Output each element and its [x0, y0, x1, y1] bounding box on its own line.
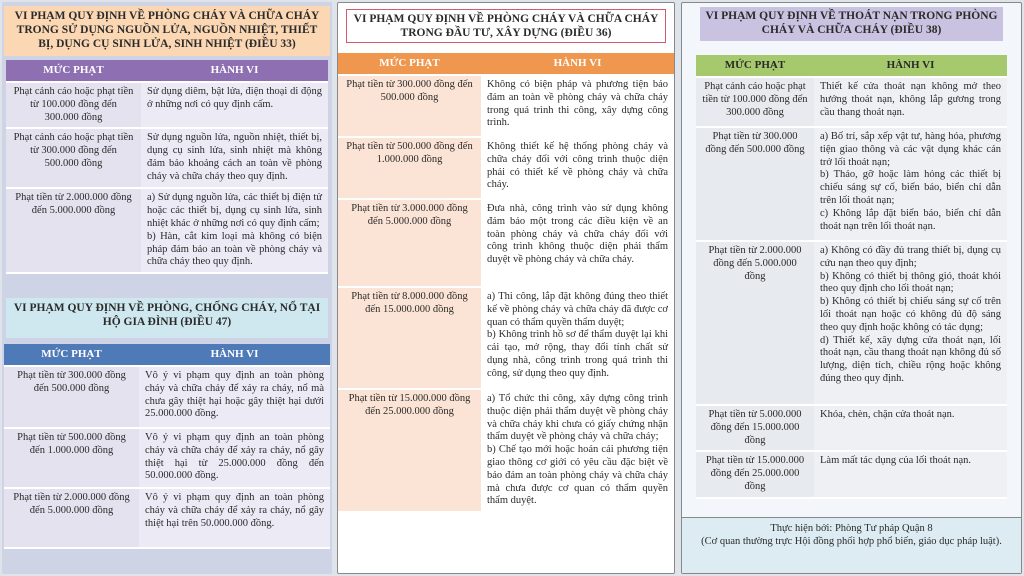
fine-cell: Phạt cảnh cáo hoặc phạt tiền từ 100.000 đồng đến 300.000 đồng: [6, 82, 141, 128]
fine-cell: Phạt tiền từ 5.000.000 đồng đến 15.000.000 đồng: [696, 405, 814, 451]
fine-cell: Phạt tiền từ 15.000.000 đồng đến 25.000.000 đồng: [696, 451, 814, 497]
act-cell: a) Bố trí, sắp xếp vật tư, hàng hóa, phương tiện giao thông và các vật dụng khác cản trở lối thoát nạn; b) Tháo, gỡ hoặc làm hỏng các thiết bị chiếu sáng sự cố, biển báo, biển chỉ dẫn trên lối thoát nạn; c) Không lắp đặt biển báo, biển chỉ dẫn thoát nạn trên lối thoát nạn.: [814, 127, 1007, 241]
fine-cell: Phạt cảnh cáo hoặc phạt tiền từ 300.000 đồng đến 500.000 đồng: [6, 128, 141, 188]
table-row: [696, 241, 1007, 405]
section-dieu-47: [4, 298, 330, 549]
col-header-act: HÀNH VI: [481, 53, 674, 75]
act-cell: Sử dụng diêm, bật lửa, điện thoại di động ở những nơi có quy định cấm.: [141, 82, 328, 128]
section-title-dieu-38: VI PHẠM QUY ĐỊNH VỀ THOÁT NẠN TRONG PHÒNG CHÁY VÀ CHỮA CHÁY (ĐIỀU 38): [700, 7, 1003, 41]
table-row: [4, 488, 330, 548]
table-row: [338, 199, 674, 287]
table-row: [338, 389, 674, 512]
table-row: [6, 188, 328, 273]
fine-cell: Phạt tiền từ 300.000 đồng đến 500.000 đồng: [4, 366, 139, 428]
table-row: [338, 137, 674, 199]
act-cell: a) Sử dụng nguồn lửa, các thiết bị điện tử hoặc các thiết bị, dụng cụ sinh lửa, sinh nhiệt khác ở những nơi có quy định cấm; b) Hàn, cắt kim loại mà không có biện pháp đảm bảo an toàn về phòng cháy và chữa cháy theo quy định.: [141, 188, 328, 273]
fine-cell: Phạt tiền từ 2.000.000 đồng đến 5.000.000 đồng: [696, 241, 814, 405]
act-cell: Làm mất tác dụng của lối thoát nạn.: [814, 451, 1007, 497]
table-row: [4, 428, 330, 488]
fine-cell: Phạt tiền từ 2.000.000 đồng đến 5.000.000 đồng: [4, 488, 139, 548]
act-cell: a) Thi công, lắp đặt không đúng theo thiết kế về phòng cháy và chữa cháy đã được cơ quan có thẩm quyền thẩm duyệt; b) Không trình hồ sơ để thẩm duyệt lại khi cải tạo, mở rộng, thay đổi tính chất sử dụng nhà, công trình trong quá trình thi công, sử dụng theo quy định.: [481, 287, 674, 389]
credit-line-1: Thực hiện bởi: Phòng Tư pháp Quận 8: [770, 523, 933, 534]
column-dieu-36: [337, 2, 675, 574]
act-cell: Sử dụng nguồn lửa, nguồn nhiệt, thiết bị, dụng cụ sinh lửa, sinh nhiệt mà không đảm bảo khoảng cách an toàn về phòng cháy và chữa cháy theo quy định.: [141, 128, 328, 188]
column-dieu-38: [681, 2, 1022, 574]
fine-cell: Phạt tiền từ 500.000 đồng đến 1.000.000 đồng: [338, 137, 481, 199]
column-dieu-33-47: [2, 2, 332, 574]
fine-cell: Phạt tiền từ 3.000.000 đồng đến 5.000.000 đồng: [338, 199, 481, 287]
col-header-act: HÀNH VI: [814, 55, 1007, 77]
col-header-fine: MỨC PHẠT: [4, 344, 139, 366]
col-header-act: HÀNH VI: [139, 344, 330, 366]
act-cell: Vô ý vi phạm quy định an toàn phòng cháy và chữa cháy để xảy ra cháy, nổ gây thiệt hại trên 50.000.000 đồng.: [139, 488, 330, 548]
fine-cell: Phạt tiền từ 500.000 đồng đến 1.000.000 đồng: [4, 428, 139, 488]
act-cell: Vô ý vi phạm quy định an toàn phòng cháy và chữa cháy để xảy ra cháy, nổ mà chưa gây thiệt hại hoặc gây thiệt hại dưới 25.000.000 đồng.: [139, 366, 330, 428]
fine-cell: Phạt tiền từ 300.000 đồng đến 500.000 đồng: [696, 127, 814, 241]
table-row: [696, 127, 1007, 241]
fine-cell: Phạt cảnh cáo hoặc phạt tiền từ 100.000 đồng đến 300.000 đồng: [696, 77, 814, 127]
col-header-fine: MỨC PHẠT: [338, 53, 481, 75]
section-title-dieu-36: VI PHẠM QUY ĐỊNH VỀ PHÒNG CHÁY VÀ CHỮA CHÁY TRONG ĐẦU TƯ, XÂY DỰNG (ĐIỀU 36): [346, 9, 666, 43]
table-row: [338, 75, 674, 137]
act-cell: a) Tổ chức thi công, xây dựng công trình thuộc diện phải thẩm duyệt về phòng cháy và chữa cháy khi chưa có giấy chứng nhận thẩm duyệt về phòng cháy và chữa cháy; b) Chế tạo mới hoặc hoán cải phương tiện giao thông cơ giới có yêu cầu đặc biệt về bảo đảm an toàn phòng cháy và chữa cháy mà chưa được cơ quan có thẩm quyền thẩm duyệt.: [481, 389, 674, 512]
table-dieu-33: [6, 60, 328, 274]
act-cell: Không có biện pháp và phương tiện bảo đảm an toàn về phòng cháy và chữa cháy trong quá trình thi công, xây dựng công trình.: [481, 75, 674, 137]
act-cell: Khóa, chèn, chặn cửa thoát nạn.: [814, 405, 1007, 451]
act-cell: a) Không có đầy đủ trang thiết bị, dụng cụ cứu nạn theo quy định; b) Không có thiết bị thông gió, thoát khói theo quy định cho lối thoát nạn; b) Không có thiết bị chiếu sáng sự cố trên lối thoát nạn hoặc có không đủ độ sáng theo quy định hoặc không có tác dụng; d) Thiết kế, xây dựng cửa thoát nạn, lối thoát nạn, cầu thang thoát nạn không đủ số lượng, diện tích, chiều rộng hoặc không đúng theo quy định.: [814, 241, 1007, 405]
act-cell: Đưa nhà, công trình vào sử dụng không đảm bảo một trong các điều kiện về an toàn phòng cháy và chữa cháy đối với công trình không thuộc diện phải thẩm duyệt về phòng cháy và chữa cháy.: [481, 199, 674, 287]
fine-cell: Phạt tiền từ 2.000.000 đồng đến 5.000.000 đồng: [6, 188, 141, 273]
col-header-act: HÀNH VI: [141, 60, 328, 82]
col-header-fine: MỨC PHẠT: [696, 55, 814, 77]
table-row: [696, 77, 1007, 127]
table-row: [338, 287, 674, 389]
table-row: [6, 82, 328, 128]
act-cell: Không thiết kế hệ thống phòng cháy và chữa cháy đối với công trình thuộc diện phải có thiết kế về phòng cháy và chữa cháy.: [481, 137, 674, 199]
table-row: [6, 128, 328, 188]
table-dieu-36: [338, 53, 674, 513]
section-title-dieu-47: VI PHẠM QUY ĐỊNH VỀ PHÒNG, CHỐNG CHÁY, NỔ TẠI HỘ GIA ĐÌNH (ĐIỀU 47): [6, 298, 328, 338]
fine-cell: Phạt tiền từ 300.000 đồng đến 500.000 đồng: [338, 75, 481, 137]
credit-note: [682, 517, 1021, 573]
fine-cell: Phạt tiền từ 15.000.000 đồng đến 25.000.000 đồng: [338, 389, 481, 512]
act-cell: Thiết kế cửa thoát nạn không mở theo hướng thoát nạn, không lắp gương trong cầu thang thoát nạn.: [814, 77, 1007, 127]
col-header-fine: MỨC PHẠT: [6, 60, 141, 82]
section-title-dieu-33: VI PHẠM QUY ĐỊNH VỀ PHÒNG CHÁY VÀ CHỮA CHÁY TRONG SỬ DỤNG NGUỒN LỬA, NGUỒN NHIỆT, THIẾT BỊ, DỤNG CỤ SINH LỬA, SINH NHIỆT (ĐIỀU 33): [4, 6, 330, 56]
fine-cell: Phạt tiền từ 8.000.000 đồng đến 15.000.000 đồng: [338, 287, 481, 389]
credit-line-2: (Cơ quan thường trực Hội đồng phối hợp phổ biến, giáo dục pháp luật).: [701, 536, 1002, 548]
table-dieu-38: [696, 55, 1007, 499]
table-row: [696, 405, 1007, 451]
act-cell: Vô ý vi phạm quy định an toàn phòng cháy và chữa cháy để xảy ra cháy, nổ gây thiệt hại từ 25.000.000 đồng đến 50.000.000 đồng.: [139, 428, 330, 488]
table-row: [4, 366, 330, 428]
table-row: [696, 451, 1007, 497]
table-dieu-47: [4, 344, 330, 549]
